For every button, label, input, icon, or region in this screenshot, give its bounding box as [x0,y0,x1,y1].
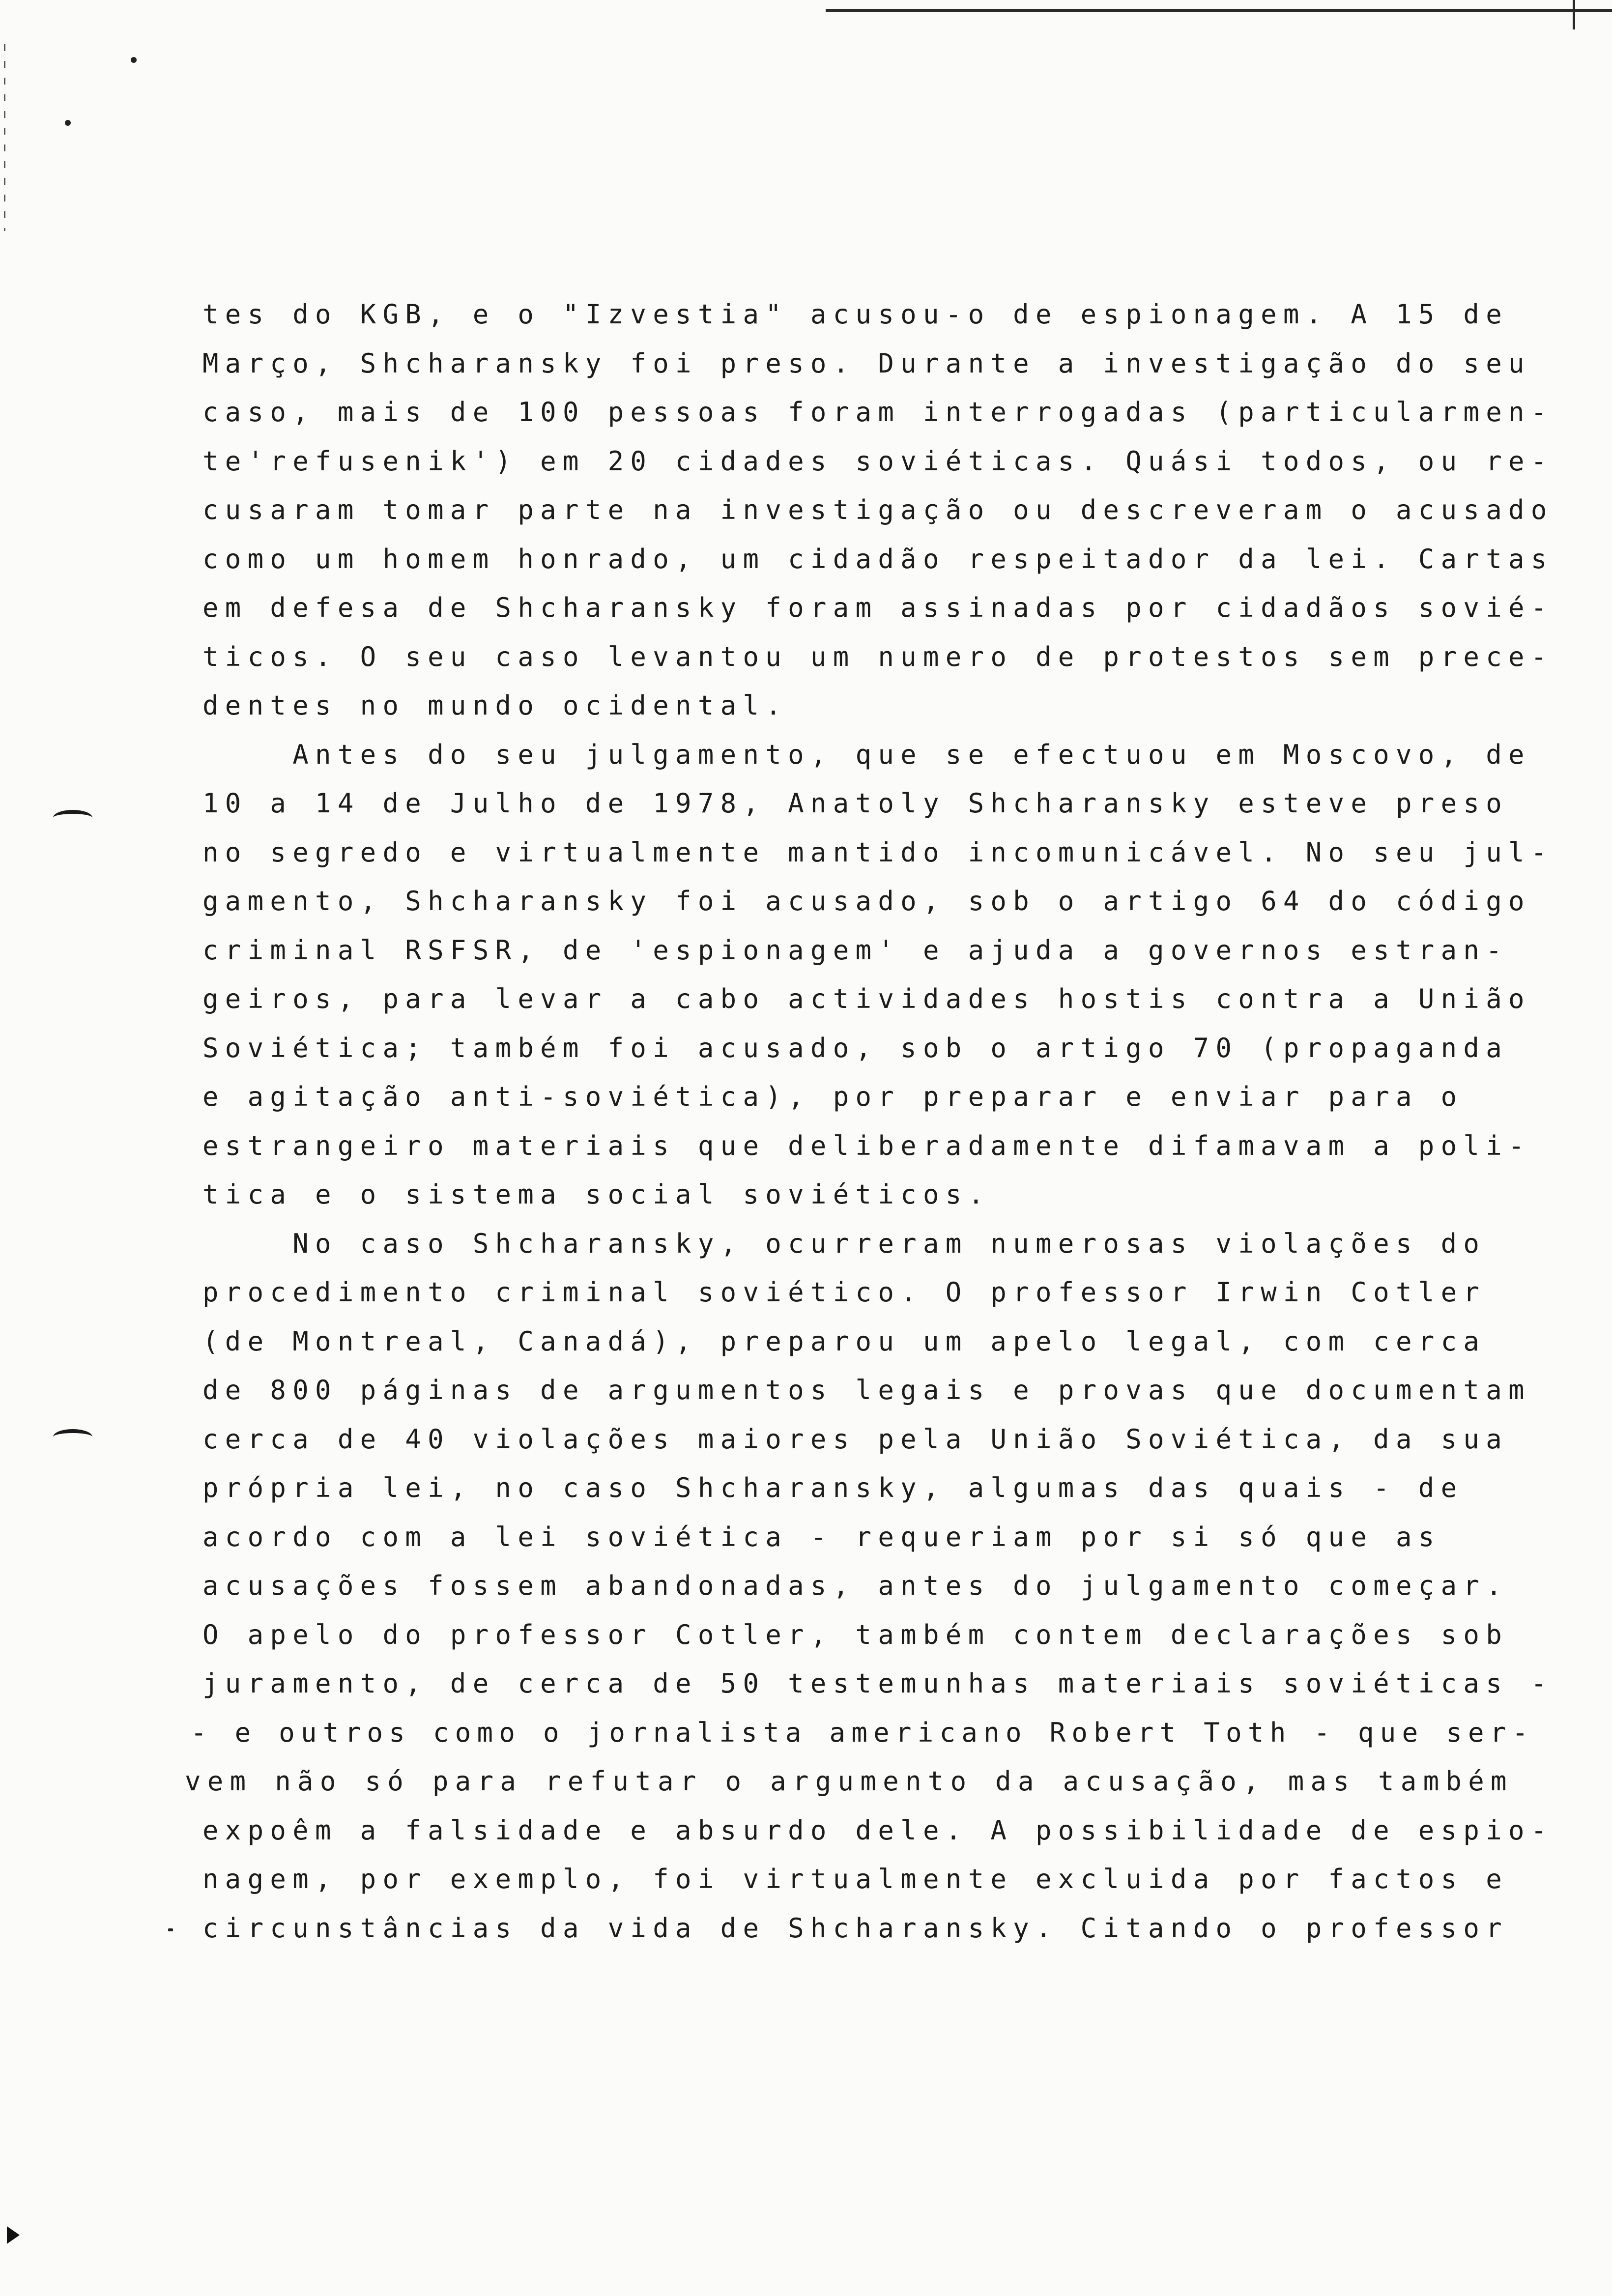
text-line: tica e o sistema social soviéticos. [202,1179,991,1210]
text-line: ticos. O seu caso levantou um numero de protestos sem prece- [202,641,1554,672]
text-line: acordo com a lei soviética - requeriam por si só que as [202,1521,1441,1552]
text-line: vem não só para refutar o argumento da acusação, mas também [185,1766,1513,1797]
text-line: te'refusenik') em 20 cidades soviéticas. Quási todos, ou re- [202,445,1554,477]
text-line: Soviética; também foi acusado, sob o artigo 70 (propaganda [202,1032,1509,1063]
text-line: estrangeiro materiais que deliberadamente difamavam a poli- [202,1130,1531,1161]
text-line: de 800 páginas de argumentos legais e provas que documentam [202,1375,1531,1406]
text-line: - e outros como o jornalista americano Robert Toth - que ser- [191,1717,1534,1748]
margin-dot [131,57,137,63]
text-line: caso, mais de 100 pessoas foram interrogadas (particularmen- [202,397,1554,428]
text-line: O apelo do professor Cotler, também contem declarações sob [202,1619,1509,1650]
typed-text-body [185,290,1554,1952]
text-line: gamento, Shcharansky foi acusado, sob o artigo 64 do código [202,886,1531,917]
text-line: no segredo e virtualmente mantido incomunicável. No seu jul- [202,836,1554,868]
text-line: No caso Shcharansky, ocurreram numerosas violações do [202,1228,1486,1259]
text-line: Março, Shcharansky foi preso. Durante a investigação do seu [202,347,1531,379]
text-line: em defesa de Shcharansky foram assinadas por cidadãos sovié- [202,592,1554,623]
text-line: expoêm a falsidade e absurdo dele. A possibilidade de espio- [202,1814,1554,1846]
text-line: 10 a 14 de Julho de 1978, Anatoly Shcharansky esteve preso [202,788,1509,819]
margin-dot [65,120,71,126]
text-line: como um homem honrado, um cidadão respeitador da lei. Cartas [202,543,1554,574]
text-line: criminal RSFSR, de 'espionagem' e ajuda a governos estran- [202,934,1509,966]
margin-curve-mark [53,1429,92,1445]
text-line: própria lei, no caso Shcharansky, algumas das quais - de [202,1472,1464,1503]
text-line: juramento, de cerca de 50 testemunhas materiais soviéticas - [202,1668,1554,1699]
margin-curve-mark [53,810,92,826]
text-line: (de Montreal, Canadá), preparou um apelo legal, com cerca [202,1325,1486,1357]
top-edge-rule [826,9,1612,12]
margin-arrow-mark [7,2226,20,2244]
text-line: Antes do seu julgamento, que se efectuou em Moscovo, de [202,739,1531,770]
text-line: geiros, para levar a cabo actividades hostis contra a União [202,983,1531,1014]
text-line: circunstâncias da vida de Shcharansky. Citando o professor [202,1912,1509,1944]
text-line: procedimento criminal soviético. O professor Irwin Cotler [202,1277,1486,1308]
left-edge-marks [4,44,5,231]
text-line: e agitação anti-soviética), por preparar e enviar para o [202,1081,1464,1112]
text-line: tes do KGB, e o "Izvestia" acusou-o de espionagem. A 15 de [202,299,1509,330]
text-line: cusaram tomar parte na investigação ou descreveram o acusado [202,494,1554,525]
text-line: acusações fossem abandonadas, antes do julgamento começar. [202,1570,1509,1601]
text-line: cerca de 40 violações maiores pela União Soviética, da sua [202,1423,1509,1455]
text-line: dentes no mundo ocidental. [202,690,788,721]
text-line: nagem, por exemplo, foi virtualmente excluida por factos e [202,1864,1509,1894]
top-edge-tick [1573,0,1575,29]
margin-dash [168,1928,173,1931]
